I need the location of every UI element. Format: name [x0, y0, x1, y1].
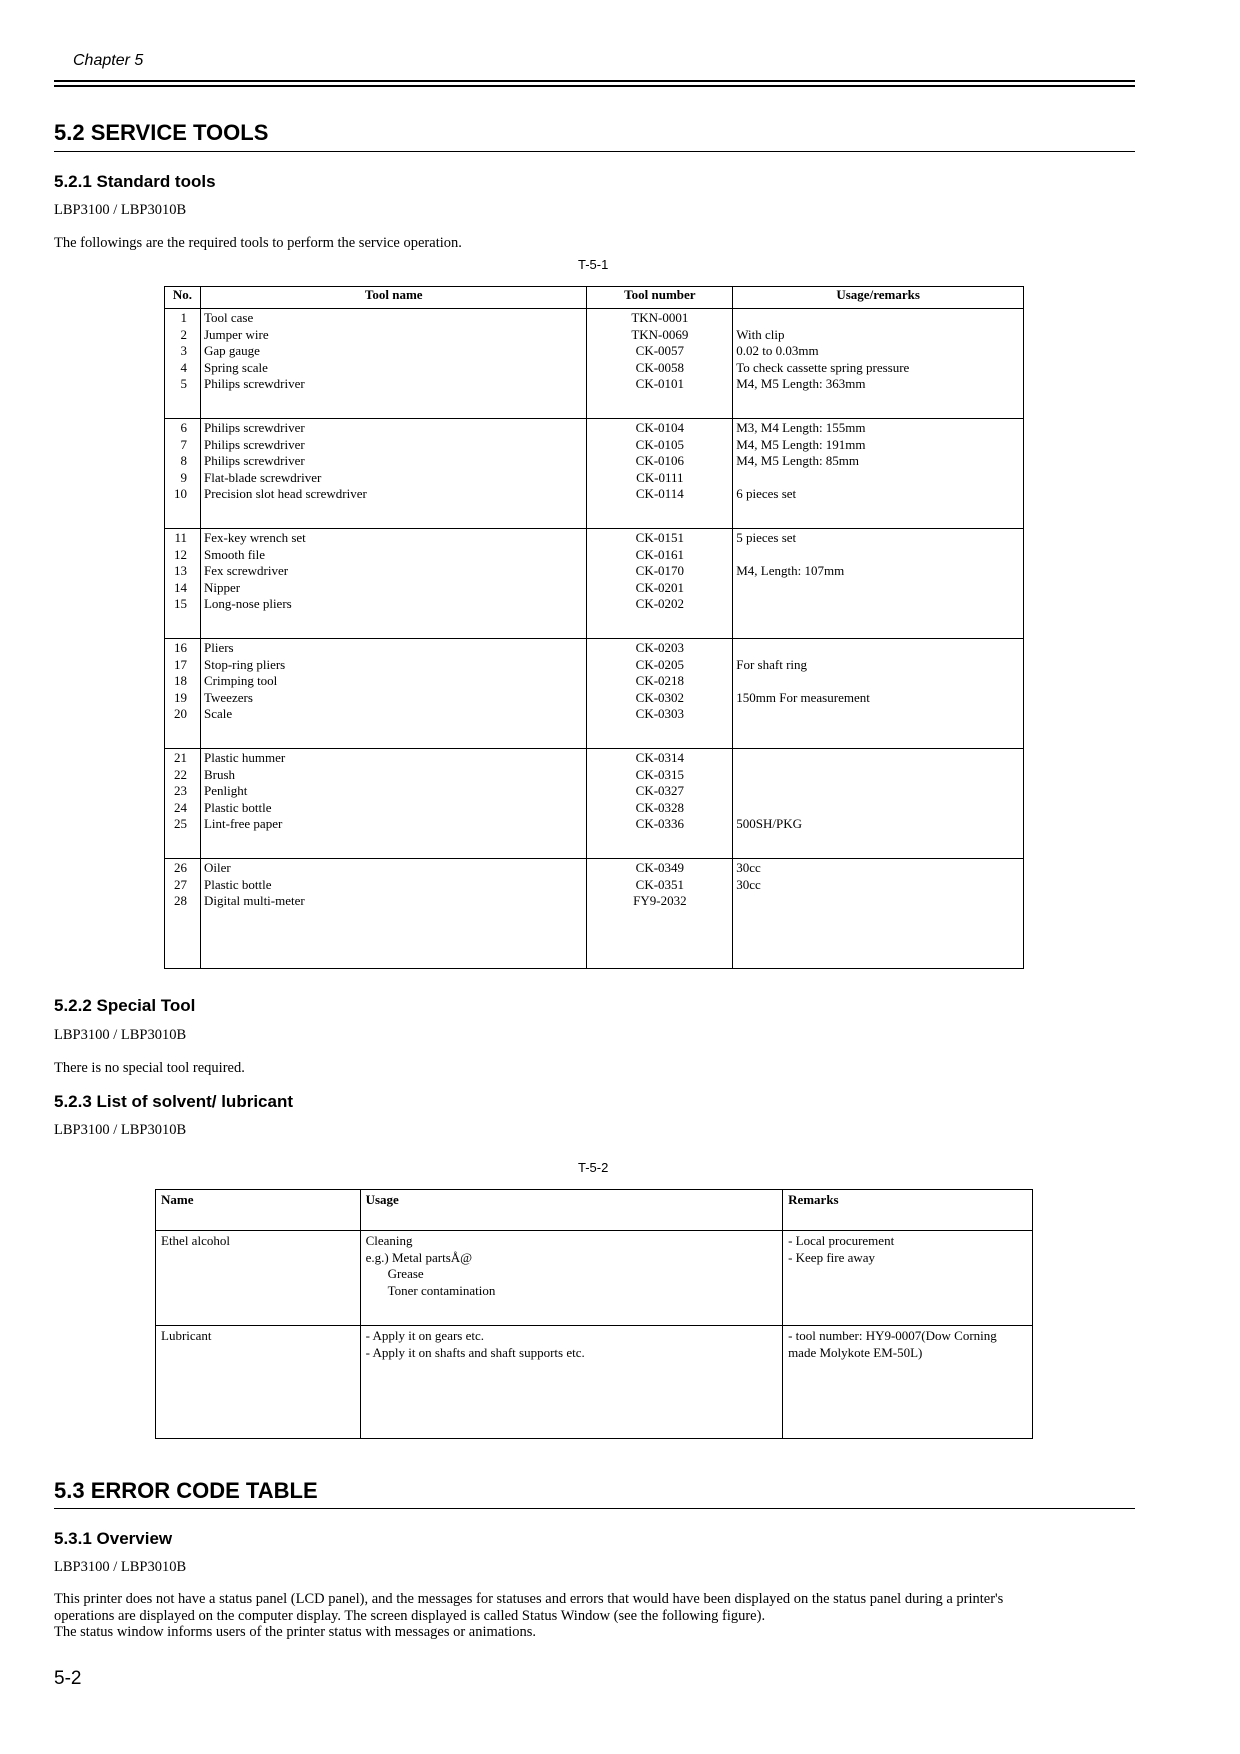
cell-tool-name-line: Flat-blade screwdriver	[203, 469, 322, 485]
column-header-usage: Usage	[360, 1190, 782, 1231]
overview-paragraph	[54, 1591, 1144, 1641]
cell-tool-number	[587, 309, 733, 419]
cell-usage-remarks-line	[736, 767, 1020, 784]
cell-usage-remarks-line	[736, 580, 1020, 597]
table-label-t-5-2: T-5-2	[578, 1160, 609, 1175]
text-5-2-2: There is no special tool required.	[54, 1060, 245, 1076]
models-5-2-2: LBP3100 / LBP3010B	[54, 1027, 187, 1043]
standard-tools-table	[164, 286, 1024, 969]
cell-no-line: 22	[173, 766, 187, 782]
page-number: 5-2	[54, 1668, 82, 1689]
section-rule-5-3	[54, 1508, 1135, 1509]
cell-tool-name-line: Tool case	[203, 310, 254, 325]
cell-tool-number	[587, 859, 733, 969]
table-label-t-5-1: T-5-1	[578, 257, 609, 272]
usage-line: Cleaning	[365, 1233, 413, 1248]
cell-tool-name-line: Pliers	[203, 640, 234, 655]
cell-usage-remarks	[733, 419, 1024, 529]
subsection-title-5-2-1: 5.2.1 Standard tools	[54, 172, 216, 191]
cell-tool-name-line: Philips screwdriver	[203, 420, 305, 435]
cell-no-line: 28	[173, 893, 187, 909]
table-row-group	[165, 419, 1024, 529]
usage-line: - Apply it on shafts and shaft supports etc.	[365, 1344, 585, 1360]
cell-tool-name-line: Long-nose pliers	[203, 596, 292, 612]
cell-no-line: 3	[180, 343, 187, 359]
cell-usage-remarks-line: M4, M5 Length: 191mm	[736, 436, 866, 452]
models-5-3-1: LBP3100 / LBP3010B	[54, 1559, 187, 1575]
cell-no-line: 10	[173, 486, 187, 502]
remarks-line: made Molykote EM-50L)	[788, 1344, 923, 1360]
cell-tool-number-line: CK-0203	[635, 640, 685, 655]
cell-tool-name-line: Crimping tool	[203, 673, 278, 689]
cell-tool-number-line: CK-0058	[635, 359, 685, 375]
cell-tool-number-line: CK-0202	[635, 596, 685, 612]
cell-usage-remarks-line: To check cassette spring pressure	[736, 359, 910, 375]
cell-tool-name-line: Tweezers	[203, 689, 253, 705]
cell-usage-remarks	[733, 639, 1024, 749]
cell-tool-name-line: Lint-free paper	[203, 816, 283, 832]
cell-tool-number-line: CK-0205	[635, 656, 685, 672]
cell-tool-number	[587, 639, 733, 749]
cell-no-line: 12	[173, 546, 187, 562]
subsection-title-5-2-3: 5.2.3 List of solvent/ lubricant	[54, 1092, 293, 1111]
cell-tool-name-line: Brush	[203, 766, 236, 782]
cell-tool-name-line: Nipper	[203, 579, 241, 595]
cell-tool-name-line: Plastic bottle	[203, 799, 272, 815]
cell-usage-remarks-line: 5 pieces set	[736, 530, 797, 545]
cell-tool-name-line: Smooth file	[203, 546, 266, 562]
cell-name: Ethel alcohol	[156, 1231, 361, 1326]
cell-usage-remarks-line	[736, 547, 1020, 564]
cell-tool-number	[587, 529, 733, 639]
cell-no	[165, 419, 201, 529]
cell-usage	[360, 1326, 782, 1439]
cell-usage-remarks	[733, 859, 1024, 969]
cell-tool-number-line: TKN-0069	[631, 326, 689, 342]
cell-usage-remarks-line: 30cc	[736, 860, 761, 875]
usage-line: e.g.) Metal partsÅ@	[365, 1249, 473, 1265]
cell-tool-name-line: Penlight	[203, 783, 248, 799]
solvent-lubricant-table	[155, 1189, 1033, 1439]
cell-usage-remarks-line: M3, M4 Length: 155mm	[736, 420, 866, 435]
cell-usage-remarks-line	[736, 673, 1020, 690]
cell-no-line: 13	[173, 563, 187, 579]
remarks-line: - tool number: HY9-0007(Dow Corning	[788, 1328, 997, 1343]
cell-usage-remarks-line: 500SH/PKG	[736, 816, 802, 832]
cell-tool-name	[200, 749, 586, 859]
overview-line: operations are displayed on the computer display. The screen displayed is called Status Window (see the following figure).	[54, 1607, 766, 1624]
cell-tool-number-line: CK-0315	[635, 766, 685, 782]
cell-no-line: 20	[173, 706, 187, 722]
usage-line: - Apply it on gears etc.	[365, 1328, 485, 1343]
cell-tool-name-line: Plastic bottle	[203, 876, 272, 892]
cell-tool-number-line: CK-0303	[635, 706, 685, 722]
cell-no	[165, 529, 201, 639]
cell-tool-number-line: CK-0111	[636, 469, 684, 485]
cell-no	[165, 859, 201, 969]
cell-tool-number-line: CK-0101	[635, 376, 685, 392]
cell-usage-remarks-line	[736, 750, 1020, 767]
cell-tool-number-line: CK-0106	[635, 453, 685, 469]
cell-tool-number-line: CK-0351	[635, 876, 685, 892]
cell-tool-number-line: CK-0151	[635, 530, 685, 545]
header-rule	[54, 80, 1135, 82]
table-row-group	[165, 859, 1024, 969]
cell-tool-number-line: CK-0328	[635, 799, 685, 815]
cell-tool-number	[587, 749, 733, 859]
cell-tool-number-line: CK-0114	[635, 486, 684, 502]
cell-usage-remarks-line: With clip	[736, 326, 785, 342]
cell-no-line: 21	[173, 750, 187, 765]
cell-tool-number-line: CK-0057	[635, 343, 685, 359]
cell-usage-remarks-line	[736, 470, 1020, 487]
cell-tool-number-line: CK-0349	[635, 860, 685, 875]
cell-no-line: 19	[173, 689, 187, 705]
cell-tool-name-line: Philips screwdriver	[203, 436, 305, 452]
cell-no-line: 26	[173, 860, 187, 875]
cell-usage-remarks-line	[736, 783, 1020, 800]
cell-no-line: 25	[173, 816, 187, 832]
cell-tool-name	[200, 309, 586, 419]
column-header-tool-number: Tool number	[587, 287, 733, 309]
cell-tool-name	[200, 529, 586, 639]
cell-tool-name-line: Philips screwdriver	[203, 453, 305, 469]
table-row	[156, 1231, 1033, 1326]
cell-no-line: 4	[180, 359, 187, 375]
table-header-row	[165, 287, 1024, 309]
cell-no-line: 15	[173, 596, 187, 612]
overview-line: The status window informs users of the printer status with messages or animations.	[54, 1624, 537, 1640]
section-title-5-2: 5.2 SERVICE TOOLS	[54, 120, 269, 145]
cell-no-line: 27	[173, 876, 187, 892]
cell-no-line: 6	[180, 420, 187, 435]
cell-remarks	[783, 1231, 1033, 1326]
cell-tool-name	[200, 859, 586, 969]
cell-no-line: 14	[173, 579, 187, 595]
table-row-group	[165, 749, 1024, 859]
header-rule-2	[54, 85, 1135, 87]
cell-tool-number-line: CK-0104	[635, 420, 685, 435]
models-5-2-1: LBP3100 / LBP3010B	[54, 202, 187, 218]
cell-usage-remarks-line	[736, 310, 1020, 327]
table-row	[156, 1326, 1033, 1439]
cell-usage-remarks	[733, 309, 1024, 419]
cell-usage-remarks-line: For shaft ring	[736, 656, 808, 672]
column-header-usage-remarks: Usage/remarks	[733, 287, 1024, 309]
cell-no-line: 8	[180, 453, 187, 469]
cell-tool-name	[200, 419, 586, 529]
cell-usage-remarks-line	[736, 596, 1020, 613]
cell-tool-name	[200, 639, 586, 749]
table-row-group	[165, 639, 1024, 749]
cell-tool-number-line: CK-0302	[635, 689, 685, 705]
cell-tool-number-line: CK-0201	[635, 579, 685, 595]
cell-tool-name-line: Gap gauge	[203, 343, 260, 359]
cell-usage-remarks	[733, 749, 1024, 859]
cell-no-line: 16	[173, 640, 187, 655]
cell-no-line: 5	[180, 376, 187, 392]
cell-tool-name-line: Fex screwdriver	[203, 563, 289, 579]
cell-tool-number-line: CK-0327	[635, 783, 685, 799]
cell-usage-remarks-line	[736, 640, 1020, 657]
cell-tool-name-line: Scale	[203, 706, 233, 722]
cell-tool-name-line: Fex-key wrench set	[203, 530, 306, 545]
cell-usage-remarks-line: 0.02 to 0.03mm	[736, 343, 819, 359]
cell-tool-number-line: CK-0314	[635, 750, 685, 765]
cell-usage-remarks	[733, 529, 1024, 639]
cell-tool-number-line: CK-0161	[635, 546, 685, 562]
subsection-title-5-3-1: 5.3.1 Overview	[54, 1529, 173, 1548]
table-row-group	[165, 309, 1024, 419]
cell-usage-remarks-line: 150mm For measurement	[736, 689, 870, 705]
cell-no-line: 17	[173, 656, 187, 672]
remarks-line: - Local procurement	[788, 1233, 895, 1248]
cell-tool-name-line: Jumper wire	[203, 326, 269, 342]
cell-tool-number-line: CK-0170	[635, 563, 685, 579]
cell-no	[165, 639, 201, 749]
cell-usage-remarks-line	[736, 706, 1020, 723]
subsection-title-5-2-2: 5.2.2 Special Tool	[54, 996, 196, 1015]
usage-line: Toner contamination	[387, 1282, 496, 1298]
column-header-no: No.	[165, 287, 201, 309]
overview-line: This printer does not have a status panel (LCD panel), and the messages for statuses and errors that would have been displayed on the status panel during a printer's	[54, 1591, 1004, 1607]
cell-tool-name-line: Stop-ring pliers	[203, 656, 286, 672]
chapter-header: Chapter 5	[73, 52, 144, 69]
column-header-remarks: Remarks	[783, 1190, 1033, 1231]
cell-tool-number-line: CK-0105	[635, 436, 685, 452]
cell-usage-remarks-line	[736, 800, 1020, 817]
cell-tool-number-line: FY9-2032	[633, 893, 687, 909]
cell-tool-name-line: Philips screwdriver	[203, 376, 305, 392]
cell-no-line: 7	[180, 436, 187, 452]
cell-no	[165, 309, 201, 419]
cell-no-line: 2	[180, 326, 187, 342]
cell-usage-remarks-line: 6 pieces set	[736, 486, 797, 502]
cell-no	[165, 749, 201, 859]
cell-tool-name-line: Oiler	[203, 860, 231, 875]
cell-usage-remarks-line: 30cc	[736, 876, 761, 892]
cell-no-line: 18	[173, 673, 187, 689]
column-header-name: Name	[156, 1190, 361, 1231]
column-header-tool-name: Tool name	[200, 287, 586, 309]
cell-no-line: 1	[180, 310, 187, 325]
cell-usage	[360, 1231, 782, 1326]
cell-no-line: 9	[180, 469, 187, 485]
cell-remarks	[783, 1326, 1033, 1439]
cell-tool-name-line: Precision slot head screwdriver	[203, 486, 367, 502]
cell-usage-remarks-line: M4, M5 Length: 85mm	[736, 453, 860, 469]
cell-no-line: 23	[173, 783, 187, 799]
cell-tool-number	[587, 419, 733, 529]
intro-5-2-1: The followings are the required tools to perform the service operation.	[54, 235, 462, 251]
cell-tool-number-line: CK-0336	[635, 816, 685, 832]
usage-line: Grease	[387, 1266, 424, 1282]
cell-usage-remarks-line	[736, 893, 1020, 910]
remarks-line: - Keep fire away	[788, 1249, 876, 1265]
section-title-5-3: 5.3 ERROR CODE TABLE	[54, 1478, 318, 1503]
table-row-group	[165, 529, 1024, 639]
cell-no-line: 11	[174, 530, 187, 545]
section-rule-5-2	[54, 151, 1135, 152]
cell-tool-number-line: TKN-0001	[631, 310, 689, 325]
cell-tool-name-line: Plastic hummer	[203, 750, 286, 765]
cell-no-line: 24	[173, 799, 187, 815]
cell-tool-name-line: Digital multi-meter	[203, 893, 305, 909]
cell-tool-name-line: Spring scale	[203, 359, 268, 375]
cell-usage-remarks-line: M4, Length: 107mm	[736, 563, 845, 579]
table-header-row	[156, 1190, 1033, 1231]
models-5-2-3: LBP3100 / LBP3010B	[54, 1122, 187, 1138]
cell-tool-number-line: CK-0218	[635, 673, 685, 689]
cell-usage-remarks-line: M4, M5 Length: 363mm	[736, 376, 866, 392]
cell-name: Lubricant	[156, 1326, 361, 1439]
